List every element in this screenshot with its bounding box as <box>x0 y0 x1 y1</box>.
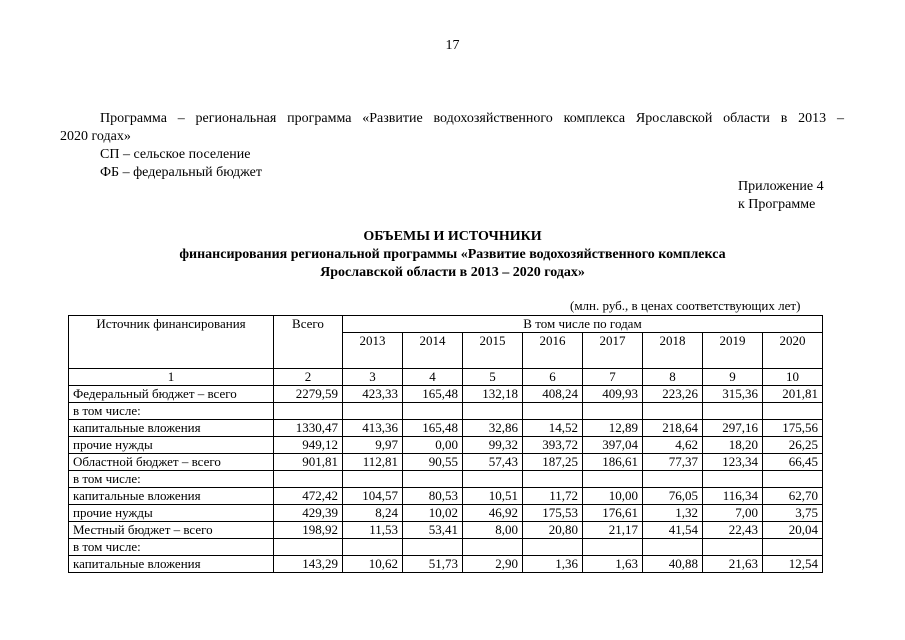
abbreviation-fb: ФБ – федеральный бюджет <box>100 165 262 180</box>
header-year: 2017 <box>583 333 643 369</box>
row-year-cell <box>463 403 523 420</box>
row-total-cell: 2279,59 <box>274 386 343 403</box>
row-year-cell <box>343 539 403 556</box>
row-year-cell: 10,62 <box>343 556 403 573</box>
column-number: 3 <box>343 369 403 386</box>
row-year-cell: 20,04 <box>763 522 823 539</box>
row-year-cell <box>583 471 643 488</box>
row-total-cell: 1330,47 <box>274 420 343 437</box>
column-number: 2 <box>274 369 343 386</box>
row-year-cell: 186,61 <box>583 454 643 471</box>
row-year-cell <box>703 403 763 420</box>
row-year-cell: 21,17 <box>583 522 643 539</box>
header-by-years: В том числе по годам <box>343 316 823 333</box>
header-source: Источник финансирования <box>69 316 274 369</box>
header-year: 2019 <box>703 333 763 369</box>
row-year-cell: 9,97 <box>343 437 403 454</box>
row-label: в том числе: <box>69 471 274 488</box>
table-row <box>69 505 823 522</box>
row-year-cell <box>523 539 583 556</box>
table-row <box>69 539 823 556</box>
row-year-cell: 116,34 <box>703 488 763 505</box>
row-year-cell <box>643 471 703 488</box>
document-subtitle-line-2: Ярославской области в 2013 – 2020 годах» <box>320 265 585 280</box>
header-year: 2020 <box>763 333 823 369</box>
table-row <box>69 454 823 471</box>
row-total-cell <box>274 539 343 556</box>
row-year-cell: 22,43 <box>703 522 763 539</box>
row-year-cell: 40,88 <box>643 556 703 573</box>
row-year-cell: 175,53 <box>523 505 583 522</box>
row-year-cell: 80,53 <box>403 488 463 505</box>
row-year-cell: 62,70 <box>763 488 823 505</box>
row-total-cell <box>274 403 343 420</box>
row-year-cell: 18,20 <box>703 437 763 454</box>
column-number: 7 <box>583 369 643 386</box>
document-subtitle-line-1: финансирования региональной программы «Развитие водохозяйственного комплекса <box>179 247 726 262</box>
row-year-cell <box>403 403 463 420</box>
row-label: капитальные вложения <box>69 420 274 437</box>
row-year-cell: 11,53 <box>343 522 403 539</box>
row-year-cell: 175,56 <box>763 420 823 437</box>
row-year-cell <box>643 403 703 420</box>
row-year-cell: 21,63 <box>703 556 763 573</box>
row-year-cell: 176,61 <box>583 505 643 522</box>
row-year-cell: 297,16 <box>703 420 763 437</box>
row-year-cell <box>523 471 583 488</box>
row-year-cell <box>703 471 763 488</box>
column-number: 8 <box>643 369 703 386</box>
header-row-1 <box>69 316 823 333</box>
row-year-cell <box>343 403 403 420</box>
row-year-cell <box>763 471 823 488</box>
row-year-cell: 104,57 <box>343 488 403 505</box>
column-number: 1 <box>69 369 274 386</box>
row-year-cell: 99,32 <box>463 437 523 454</box>
row-year-cell: 90,55 <box>403 454 463 471</box>
header-year: 2018 <box>643 333 703 369</box>
column-number: 9 <box>703 369 763 386</box>
row-year-cell: 51,73 <box>403 556 463 573</box>
row-year-cell: 397,04 <box>583 437 643 454</box>
row-year-cell <box>463 471 523 488</box>
table-row <box>69 386 823 403</box>
table-row <box>69 556 823 573</box>
row-year-cell <box>763 403 823 420</box>
row-year-cell: 1,36 <box>523 556 583 573</box>
row-total-cell: 901,81 <box>274 454 343 471</box>
units-note: (млн. руб., в ценах соответствующих лет) <box>570 298 801 313</box>
appendix-line-2: к Программе <box>738 197 816 212</box>
row-year-cell: 413,36 <box>343 420 403 437</box>
row-year-cell: 408,24 <box>523 386 583 403</box>
header-total: Всего <box>274 316 343 369</box>
row-year-cell: 187,25 <box>523 454 583 471</box>
row-year-cell: 11,72 <box>523 488 583 505</box>
row-year-cell <box>643 539 703 556</box>
row-year-cell: 165,48 <box>403 420 463 437</box>
row-year-cell: 12,89 <box>583 420 643 437</box>
row-year-cell: 393,72 <box>523 437 583 454</box>
row-year-cell: 20,80 <box>523 522 583 539</box>
row-year-cell <box>523 403 583 420</box>
row-year-cell: 3,75 <box>763 505 823 522</box>
row-year-cell: 123,34 <box>703 454 763 471</box>
row-label: в том числе: <box>69 539 274 556</box>
row-year-cell: 0,00 <box>403 437 463 454</box>
row-year-cell: 26,25 <box>763 437 823 454</box>
row-year-cell: 77,37 <box>643 454 703 471</box>
row-label: Федеральный бюджет – всего <box>69 386 274 403</box>
row-year-cell <box>343 471 403 488</box>
row-year-cell: 10,00 <box>583 488 643 505</box>
row-year-cell: 8,24 <box>343 505 403 522</box>
row-year-cell: 223,26 <box>643 386 703 403</box>
table-row <box>69 437 823 454</box>
program-definition-line-1: Программа – региональная программа «Развитие водохозяйственного комплекса Ярославской области в 2013 – <box>100 111 844 126</box>
column-number: 6 <box>523 369 583 386</box>
row-label: капитальные вложения <box>69 488 274 505</box>
row-year-cell <box>703 539 763 556</box>
column-number: 4 <box>403 369 463 386</box>
row-year-cell: 7,00 <box>703 505 763 522</box>
row-year-cell: 423,33 <box>343 386 403 403</box>
row-year-cell <box>463 539 523 556</box>
row-year-cell: 201,81 <box>763 386 823 403</box>
row-total-cell <box>274 471 343 488</box>
row-total-cell: 198,92 <box>274 522 343 539</box>
row-year-cell: 1,32 <box>643 505 703 522</box>
row-total-cell: 429,39 <box>274 505 343 522</box>
table-row <box>69 471 823 488</box>
row-year-cell <box>583 539 643 556</box>
row-year-cell: 32,86 <box>463 420 523 437</box>
row-year-cell <box>403 471 463 488</box>
program-definition <box>60 110 844 146</box>
row-year-cell: 315,36 <box>703 386 763 403</box>
row-year-cell: 76,05 <box>643 488 703 505</box>
row-label: в том числе: <box>69 403 274 420</box>
table-row <box>69 488 823 505</box>
row-year-cell: 12,54 <box>763 556 823 573</box>
column-number: 5 <box>463 369 523 386</box>
row-year-cell: 132,18 <box>463 386 523 403</box>
row-year-cell: 409,93 <box>583 386 643 403</box>
row-year-cell: 66,45 <box>763 454 823 471</box>
row-year-cell: 57,43 <box>463 454 523 471</box>
row-year-cell: 46,92 <box>463 505 523 522</box>
table-row <box>69 420 823 437</box>
abbreviation-sp: СП – сельское поселение <box>100 147 251 162</box>
row-year-cell: 10,51 <box>463 488 523 505</box>
row-year-cell: 10,02 <box>403 505 463 522</box>
row-label: Местный бюджет – всего <box>69 522 274 539</box>
row-year-cell: 2,90 <box>463 556 523 573</box>
table-body <box>69 386 823 573</box>
row-year-cell: 218,64 <box>643 420 703 437</box>
appendix-line-1: Приложение 4 <box>738 179 824 194</box>
row-total-cell: 472,42 <box>274 488 343 505</box>
row-label: капитальные вложения <box>69 556 274 573</box>
header-year: 2013 <box>343 333 403 369</box>
row-year-cell: 4,62 <box>643 437 703 454</box>
row-year-cell <box>583 403 643 420</box>
header-year: 2014 <box>403 333 463 369</box>
column-number-row <box>69 369 823 386</box>
row-label: прочие нужды <box>69 437 274 454</box>
document-title: ОБЪЕМЫ И ИСТОЧНИКИ <box>363 229 542 244</box>
financing-table <box>68 315 823 573</box>
row-year-cell: 53,41 <box>403 522 463 539</box>
row-year-cell: 8,00 <box>463 522 523 539</box>
row-year-cell: 41,54 <box>643 522 703 539</box>
row-label: прочие нужды <box>69 505 274 522</box>
row-year-cell: 165,48 <box>403 386 463 403</box>
program-definition-line-2: 2020 годах» <box>60 129 131 144</box>
row-year-cell: 14,52 <box>523 420 583 437</box>
row-total-cell: 949,12 <box>274 437 343 454</box>
row-total-cell: 143,29 <box>274 556 343 573</box>
appendix-label <box>738 178 824 214</box>
header-year: 2016 <box>523 333 583 369</box>
row-year-cell <box>403 539 463 556</box>
row-year-cell: 1,63 <box>583 556 643 573</box>
column-number: 10 <box>763 369 823 386</box>
row-label: Областной бюджет – всего <box>69 454 274 471</box>
page-number: 17 <box>445 38 460 53</box>
header-year: 2015 <box>463 333 523 369</box>
table-row <box>69 522 823 539</box>
row-year-cell: 112,81 <box>343 454 403 471</box>
row-year-cell <box>763 539 823 556</box>
table-row <box>69 403 823 420</box>
